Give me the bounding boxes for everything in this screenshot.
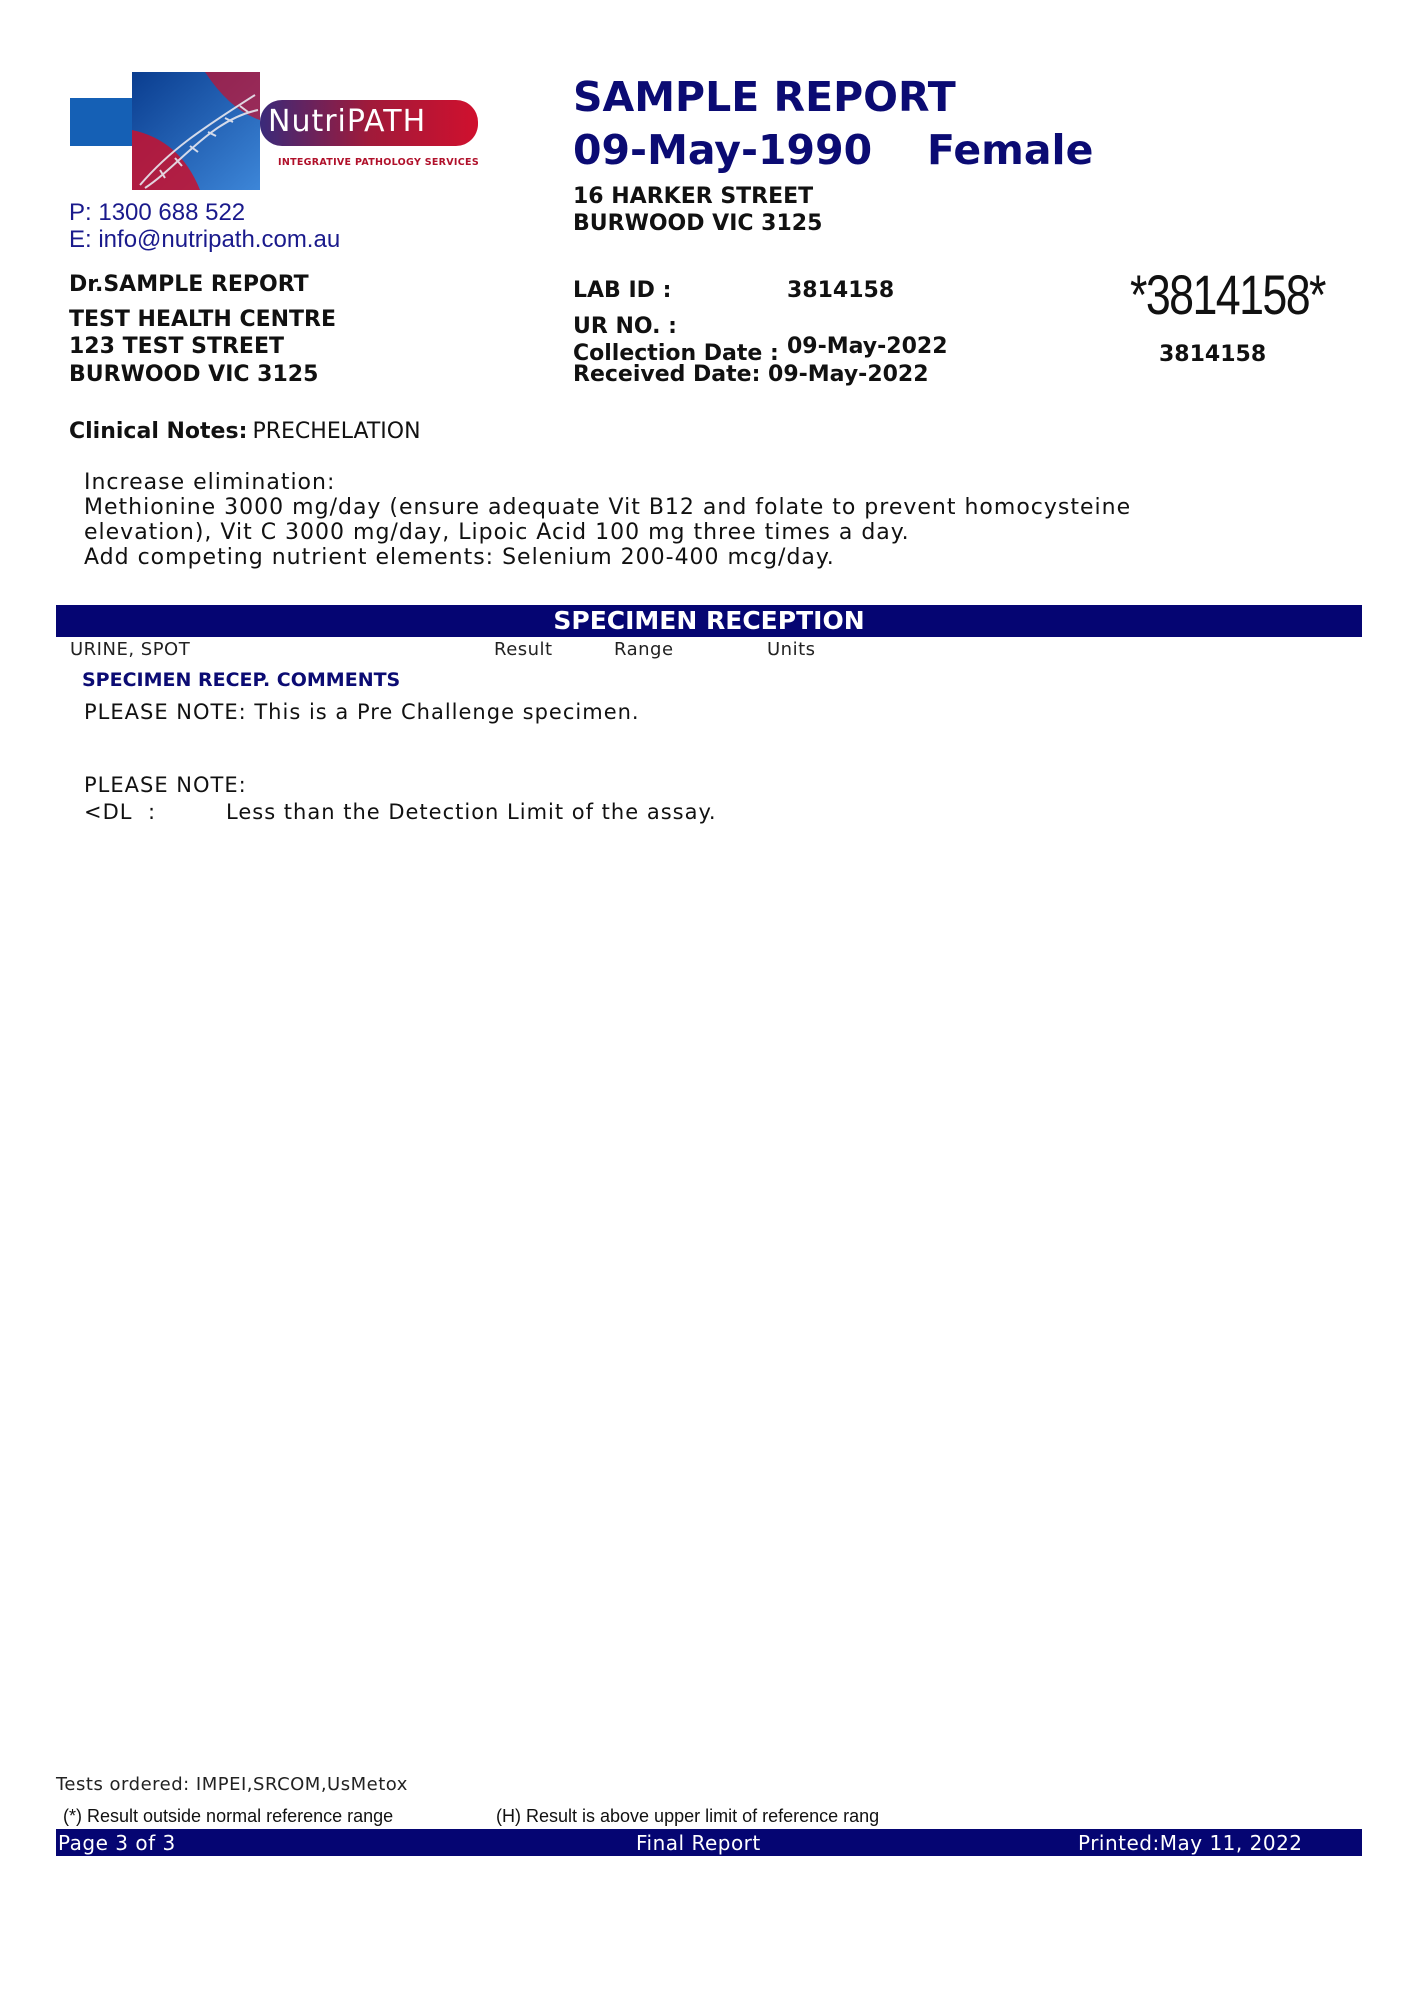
column-header-range: Range — [614, 639, 674, 660]
clinical-notes — [69, 419, 421, 444]
recommendations — [84, 470, 1384, 570]
contact-phone: P: 1300 688 522 — [69, 199, 246, 226]
received-date: Received Date: 09-May-2022 — [573, 362, 929, 387]
footer-band — [56, 1829, 1362, 1856]
patient-sex: Female — [927, 126, 1094, 174]
specimen-note-2-title: PLEASE NOTE: — [84, 773, 247, 797]
patient-address-line2: BURWOOD VIC 3125 — [573, 211, 823, 236]
legend-high: (H) Result is above upper limit of reference rang — [496, 1806, 880, 1826]
dl-separator: : — [148, 800, 157, 824]
column-header-units: Units — [767, 639, 816, 660]
doctor-street: 123 TEST STREET — [69, 334, 284, 359]
patient-address-line1: 16 HARKER STREET — [573, 184, 814, 209]
printed-date: Printed:May 11, 2022 — [1078, 1831, 1303, 1855]
clinical-notes-value: PRECHELATION — [252, 419, 421, 444]
recommendation-line: Methionine 3000 mg/day (ensure adequate Vit B12 and folate to prevent homocysteine — [84, 495, 1132, 520]
patient-dob: 09-May-1990 — [573, 126, 873, 174]
doctor-city: BURWOOD VIC 3125 — [69, 362, 319, 387]
specimen-type: URINE, SPOT — [70, 639, 191, 660]
dl-description: Less than the Detection Limit of the assay. — [226, 800, 717, 824]
specimen-note-1: PLEASE NOTE: This is a Pre Challenge specimen. — [84, 700, 640, 724]
report-status: Final Report — [636, 1831, 761, 1855]
barcode-number: 3814158 — [1159, 342, 1267, 367]
logo-tagline: INTEGRATIVE PATHOLOGY SERVICES — [278, 157, 479, 168]
logo-brand: NutriPATH — [268, 104, 427, 139]
page-number: Page 3 of 3 — [58, 1831, 176, 1855]
tests-ordered: Tests ordered: IMPEI,SRCOM,UsMetox — [56, 1774, 408, 1795]
recommendation-line: Add competing nutrient elements: Selenium 200-400 mcg/day. — [84, 545, 835, 570]
lab-id-label: LAB ID : — [573, 278, 672, 303]
doctor-name: Dr.SAMPLE REPORT — [69, 272, 309, 297]
dl-key: <DL — [84, 800, 133, 824]
recommendation-line: Increase elimination: — [84, 470, 336, 495]
ur-no-label: UR NO. : — [573, 314, 677, 339]
lab-id-value: 3814158 — [787, 278, 895, 303]
doctor-clinic: TEST HEALTH CENTRE — [69, 307, 337, 332]
clinical-notes-label: Clinical Notes: — [69, 419, 248, 444]
patient-name: SAMPLE REPORT — [573, 73, 956, 121]
collection-date-label: Collection Date : — [573, 341, 779, 366]
recommendation-line: elevation), Vit C 3000 mg/day, Lipoic Acid 100 mg three times a day. — [84, 520, 910, 545]
section-header-band — [56, 605, 1362, 637]
specimen-comments-heading: SPECIMEN RECEP. COMMENTS — [82, 669, 401, 691]
section-title: SPECIMEN RECEPTION — [553, 606, 865, 635]
column-header-result: Result — [494, 639, 553, 660]
legend-outside-range: (*) Result outside normal reference range — [63, 1806, 394, 1826]
collection-date-value: 09-May-2022 — [787, 334, 948, 359]
contact-email: E: info@nutripath.com.au — [69, 226, 341, 253]
barcode-text: *3814158* — [1130, 263, 1325, 326]
